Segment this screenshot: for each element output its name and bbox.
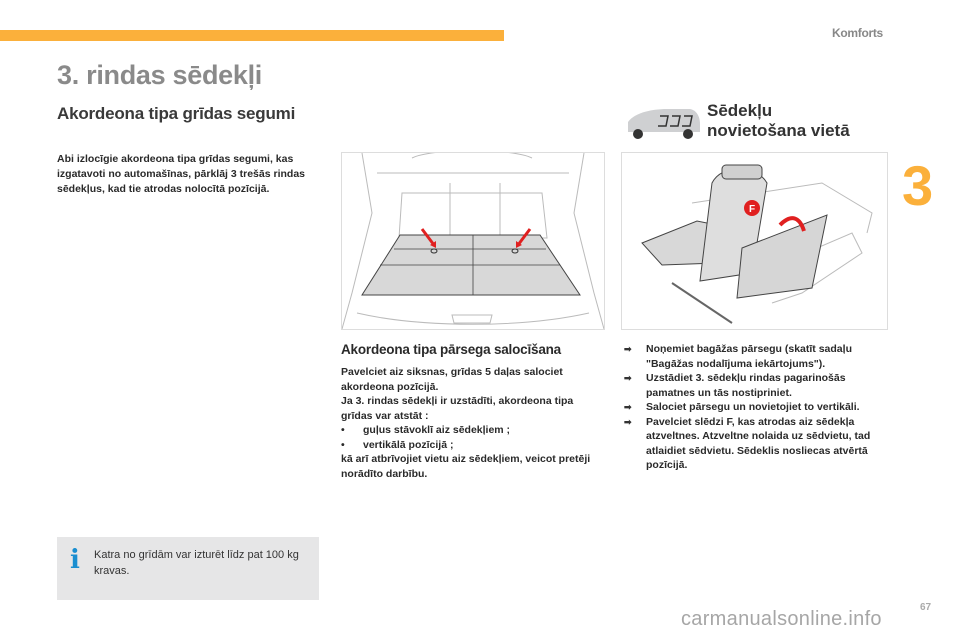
trunk-floor-figure	[341, 152, 605, 330]
step-item: ➡ Uzstādiet 3. sēdekļu rindas pagarinošās pamatnes un tās nostipriniet.	[624, 372, 846, 399]
accent-bar	[0, 30, 504, 41]
seat-folding-figure	[621, 152, 888, 330]
seat-placement-heading: Sēdekļu novietošana vietā	[707, 101, 850, 140]
step-item: ➡ Noņemiet bagāžas pārsegu (skatīt sadaļu "Bagāžas nodalījuma iekārtojums").	[624, 343, 852, 370]
watermark: carmanualsonline.info	[681, 608, 882, 630]
folding-heading: Akordeona tipa pārsega salocīšana	[341, 342, 561, 357]
arrow-bullet-icon: ➡	[624, 373, 632, 383]
arrow-bullet-icon: ➡	[624, 402, 632, 412]
svg-text:F: F	[748, 204, 756, 215]
arrow-bullet-icon: ➡	[624, 416, 632, 427]
seat-folding-illustration	[622, 153, 887, 329]
bullet-item: • guļus stāvoklī aiz sēdekļiem ;	[341, 424, 511, 436]
info-note	[57, 537, 319, 600]
page-number: 67	[920, 602, 932, 613]
step-item: ➡ Pavelciet slēdzi F, kas atrodas aiz sēdekļa atzveltnes. Atzveltne nolaida uz sēdvietu, tad atlaidiet sēdvietu. Sēdeklis nosliecas atvērtā pozīcijā.	[624, 415, 871, 471]
step-item: ➡ Salociet pārsegu un novietojiet to vertikāli.	[624, 401, 860, 413]
bullet-item: • vertikālā pozīcijā ;	[341, 438, 454, 451]
info-note-text: Katra no grīdām var izturēt līdz pat 100 kg kravas.	[94, 549, 299, 577]
paragraph: Pavelciet aiz siksnas, grīdas 5 daļas salociet akordeona pozīcijā.	[341, 366, 563, 393]
arrow-bullet-icon: ➡	[624, 344, 632, 354]
trunk-floor-illustration	[342, 153, 604, 329]
paragraph: Ja 3. rindas sēdekļi ir uzstādīti, akordeona tipa grīdas var atstāt :	[341, 395, 574, 422]
page-title: 3. rindas sēdekļi	[57, 60, 263, 90]
paragraph: kā arī atbrīvojiet vietu aiz sēdekļiem, veicot pretēji norādīto darbību.	[341, 453, 591, 480]
section-label: Komforts	[832, 26, 883, 40]
info-icon: i	[70, 545, 80, 575]
folding-instructions	[341, 365, 606, 481]
seat-placement-steps	[624, 342, 894, 473]
car-seats-icon	[624, 106, 704, 140]
section-subtitle: Akordeona tipa grīdas segumi	[57, 104, 296, 123]
chapter-number: 3	[902, 154, 934, 217]
intro-paragraph: Abi izlocīgie akordeona tipa grīdas segumi, kas izgatavoti no automašīnas, pārklāj 3 trešās rindas sēdekļus, kad tie atrodas nolocītā pozīcijā.	[57, 153, 306, 195]
